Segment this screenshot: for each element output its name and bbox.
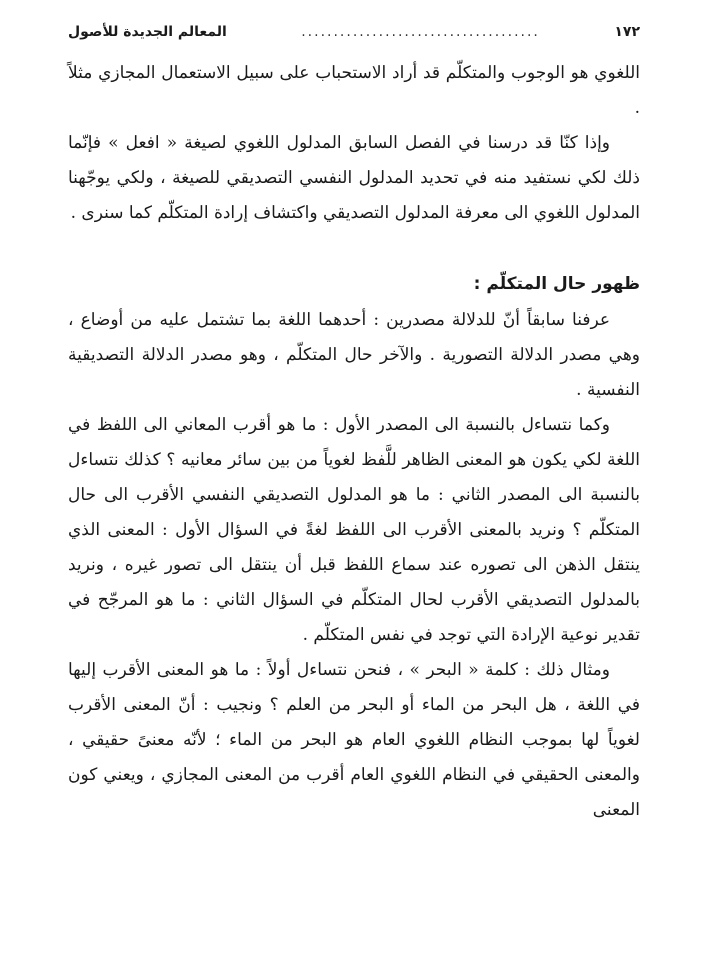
paragraph: عرفنا سابقاً أنّ للدلالة مصدرين : أحدهما اللغة بما تشتمل عليه من أوضاع ، وهي مصدر الدلالة التصورية . والآخر حال المتكلّم ، وهو مصدر الدلالة التصديقية النفسية . <box>68 310 640 400</box>
paragraph: وكما نتساءل بالنسبة الى المصدر الأول : ما هو أقرب المعاني الى اللفظ في اللغة لكي يكون هو المعنى الظاهر للَّفظ لغوياً من بين سائر معانيه ؟ كذلك نتساءل بالنسبة الى المصدر الثاني : ما هو المدلول التصديقي النفسي الأقرب الى حال المتكلّم ؟ ونريد بالمعنى الأقرب الى اللفظ لغةً في السؤال الأول : المعنى الذي ينتقل الذهن الى تصوره عند سماع اللفظ قبل أن ينتقل الى تصور غيره ، ونريد بالمدلول التصديقي الأقرب لحال المتكلّم في السؤال الثاني : ما هو المرجّح في تقدير نوعية الإرادة التي توجد في نفس المتكلّم . <box>68 415 640 645</box>
book-title: المعالم الجديدة للأصول <box>68 24 227 40</box>
book-page <box>68 24 640 828</box>
paragraph-continuation: اللغوي هو الوجوب والمتكلّم قد أراد الاستحباب على سبيل الاستعمال المجازي مثلاً . <box>68 63 640 118</box>
paragraph: ومثال ذلك : كلمة « البحر » ، فنحن نتساءل أولاً : ما هو المعنى الأقرب إليها في اللغة ، هل البحر من الماء أو البحر من العلم ؟ ونجيب : أنّ المعنى الأقرب لغوياً لها بموجب النظام اللغوي العام هو البحر من الماء ؛ لأنّه معنىً حقيقي ، والمعنى الحقيقي في النظام اللغوي العام أقرب من المعنى المجازي ، ويعني كون المعنى <box>68 660 640 820</box>
page-number: ١٧٢ <box>614 24 640 40</box>
dotted-leader: ..................................... <box>301 24 540 40</box>
body-text <box>68 56 640 828</box>
section-heading: ظهور حال المتكلّم : <box>473 274 640 294</box>
running-head <box>68 24 640 56</box>
paragraph: وإذا كنّا قد درسنا في الفصل السابق المدلول اللغوي لصيغة « افعل » فإنّما ذلك لكي نستفيد منه في تحديد المدلول النفسي التصديقي للصيغة ، ولكي يوجّهنا المدلول اللغوي الى معرفة المدلول التصديقي واكتشاف إرادة المتكلّم كما سنرى . <box>68 133 640 223</box>
